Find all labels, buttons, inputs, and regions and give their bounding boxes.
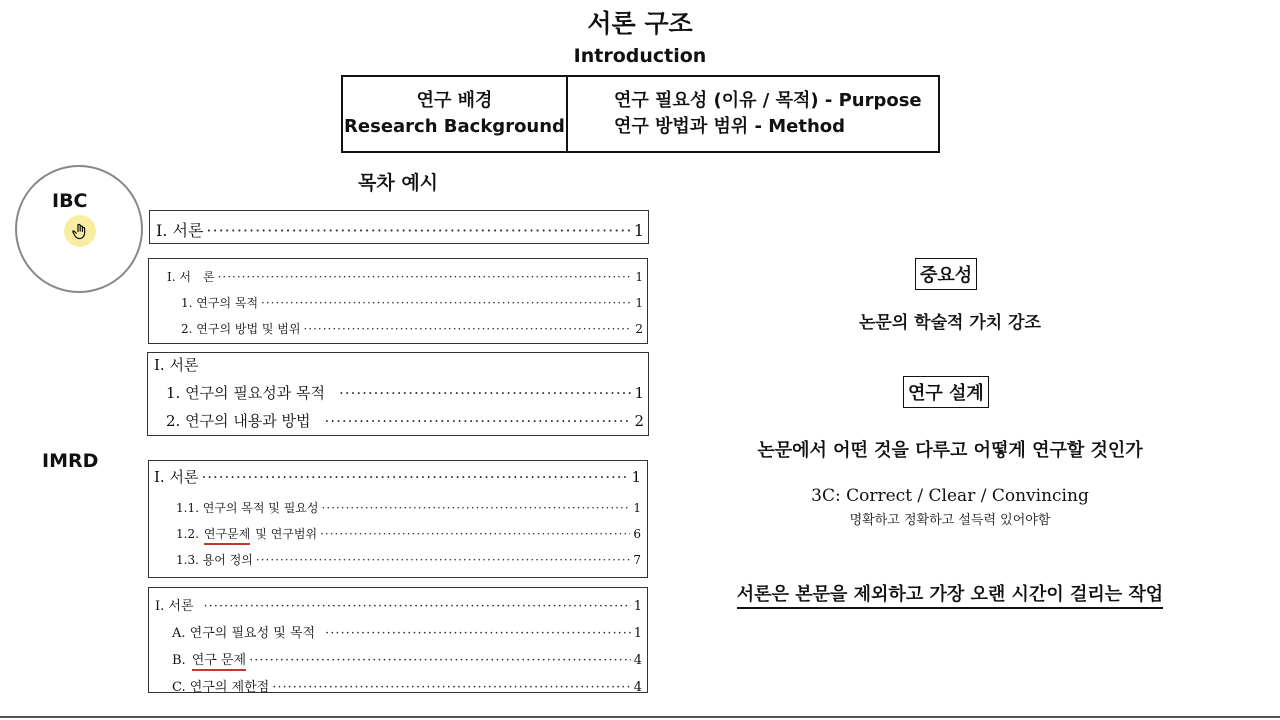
toc-entry <box>181 320 643 337</box>
toc-leader-dots <box>325 626 631 641</box>
toc-entry <box>181 294 643 311</box>
toc-entry-page: 7 <box>633 553 641 567</box>
toc-entry <box>166 382 644 403</box>
three-c-text: 3C: Correct / Clear / Convincing <box>811 486 1089 506</box>
three-c-subtext: 명확하고 정확하고 설득력 있어야함 <box>849 513 1051 528</box>
toc-entry-page: 1 <box>631 468 641 486</box>
toc-entry-label: A. 연구의 필요성 및 목적 <box>172 626 316 641</box>
toc-entry-label: I. 서 론 <box>167 270 215 284</box>
toc-entry <box>176 525 641 545</box>
toc-leader-dots <box>320 527 630 541</box>
intro-table-right-cell <box>568 77 938 151</box>
toc-leader-dots <box>201 468 628 486</box>
toc-entry-label: I. 서론 <box>154 356 199 374</box>
toc-entry <box>172 649 642 671</box>
research-design-badge: 연구 설계 <box>903 376 989 408</box>
toc-example-2 <box>148 258 648 344</box>
toc-leader-dots <box>303 322 632 336</box>
toc-entry-label-underlined: 연구문제 <box>204 525 250 545</box>
toc-leader-dots <box>325 412 632 430</box>
toc-example-1 <box>149 210 649 244</box>
research-background-kr: 연구 배경 <box>416 90 493 111</box>
toc-leader-dots <box>249 653 631 668</box>
purpose-line: 연구 필요성 (이유 / 목적) - Purpose <box>614 90 922 111</box>
toc-example-label: 목차 예시 <box>358 172 439 194</box>
closing-statement <box>640 580 1260 606</box>
toc-entry-label: I. 서론 <box>156 221 204 240</box>
page-title: 서론 구조 <box>587 9 693 38</box>
toc-entry <box>172 676 642 695</box>
research-background-en: Research Background <box>344 116 565 137</box>
toc-entry-label-suffix: 및 연구범위 <box>255 527 318 541</box>
toc-example-5 <box>148 587 648 693</box>
toc-leader-dots <box>256 553 630 567</box>
research-design-text: 논문에서 어떤 것을 다루고 어떻게 연구할 것인가 <box>757 440 1143 461</box>
toc-entry-label-prefix: 1.2. <box>176 527 199 541</box>
toc-entry-page: 1 <box>633 626 642 641</box>
toc-leader-dots <box>272 680 630 695</box>
toc-entry-page: 1 <box>633 501 641 515</box>
toc-entry-page: 2 <box>635 322 643 336</box>
toc-entry <box>172 622 642 641</box>
toc-entry-page: 1 <box>633 599 642 614</box>
toc-entry <box>154 354 198 375</box>
toc-entry <box>167 268 643 285</box>
toc-entry-page: 1 <box>635 296 643 310</box>
toc-leader-dots <box>206 221 630 240</box>
toc-leader-dots <box>218 270 633 284</box>
toc-entry-page: 2 <box>634 412 644 430</box>
toc-entry-label: C. 연구의 제한점 <box>172 680 270 695</box>
toc-entry <box>166 410 644 431</box>
toc-entry-label: 1. 연구의 목적 <box>181 296 259 310</box>
toc-example-4 <box>148 460 648 578</box>
toc-entry-label: 1. 연구의 필요성과 목적 <box>166 384 326 402</box>
toc-entry-label: 1.1. 연구의 목적 및 필요성 <box>176 501 319 515</box>
toc-entry-label: 2. 연구의 내용과 방법 <box>166 412 311 430</box>
toc-entry-label: 1.3. 용어 정의 <box>176 553 253 567</box>
importance-badge: 중요성 <box>915 258 977 290</box>
method-line: 연구 방법과 범위 - Method <box>614 116 846 137</box>
toc-entry <box>154 466 641 487</box>
page-subtitle: Introduction <box>573 45 707 67</box>
toc-entry-page: 1 <box>633 221 644 240</box>
cursor-highlight <box>64 215 96 247</box>
toc-entry <box>176 551 641 568</box>
toc-leader-dots <box>261 296 632 310</box>
toc-entry <box>156 218 644 241</box>
hand-pointer-icon <box>71 222 89 240</box>
toc-leader-dots <box>322 501 631 515</box>
toc-entry-label: 2. 연구의 방법 및 범위 <box>181 322 301 336</box>
imrd-label: IMRD <box>42 450 99 472</box>
toc-example-3 <box>147 352 649 436</box>
toc-leader-dots <box>204 599 631 614</box>
toc-entry-label-underlined: 연구 문제 <box>192 649 246 671</box>
toc-leader-dots <box>339 384 631 402</box>
toc-entry-label: I. 서론 <box>154 468 199 486</box>
toc-entry-page: 1 <box>635 270 643 284</box>
bottom-divider <box>0 716 1280 718</box>
toc-entry-page: 4 <box>633 653 642 668</box>
toc-entry <box>155 595 642 614</box>
toc-entry-page: 6 <box>633 527 641 541</box>
toc-entry-label: I. 서론 <box>155 599 194 614</box>
toc-entry-page: 1 <box>634 384 644 402</box>
closing-statement-text: 서론은 본문을 제외하고 가장 오랜 시간이 걸리는 작업 <box>737 584 1163 609</box>
toc-entry-label-prefix: B. <box>172 653 186 668</box>
toc-entry-page: 4 <box>633 680 642 695</box>
intro-table-left-cell <box>343 77 568 151</box>
importance-text: 논문의 학술적 가치 강조 <box>859 313 1041 333</box>
intro-structure-table <box>341 75 940 153</box>
toc-entry <box>176 499 641 516</box>
ibc-label: IBC <box>52 190 88 212</box>
